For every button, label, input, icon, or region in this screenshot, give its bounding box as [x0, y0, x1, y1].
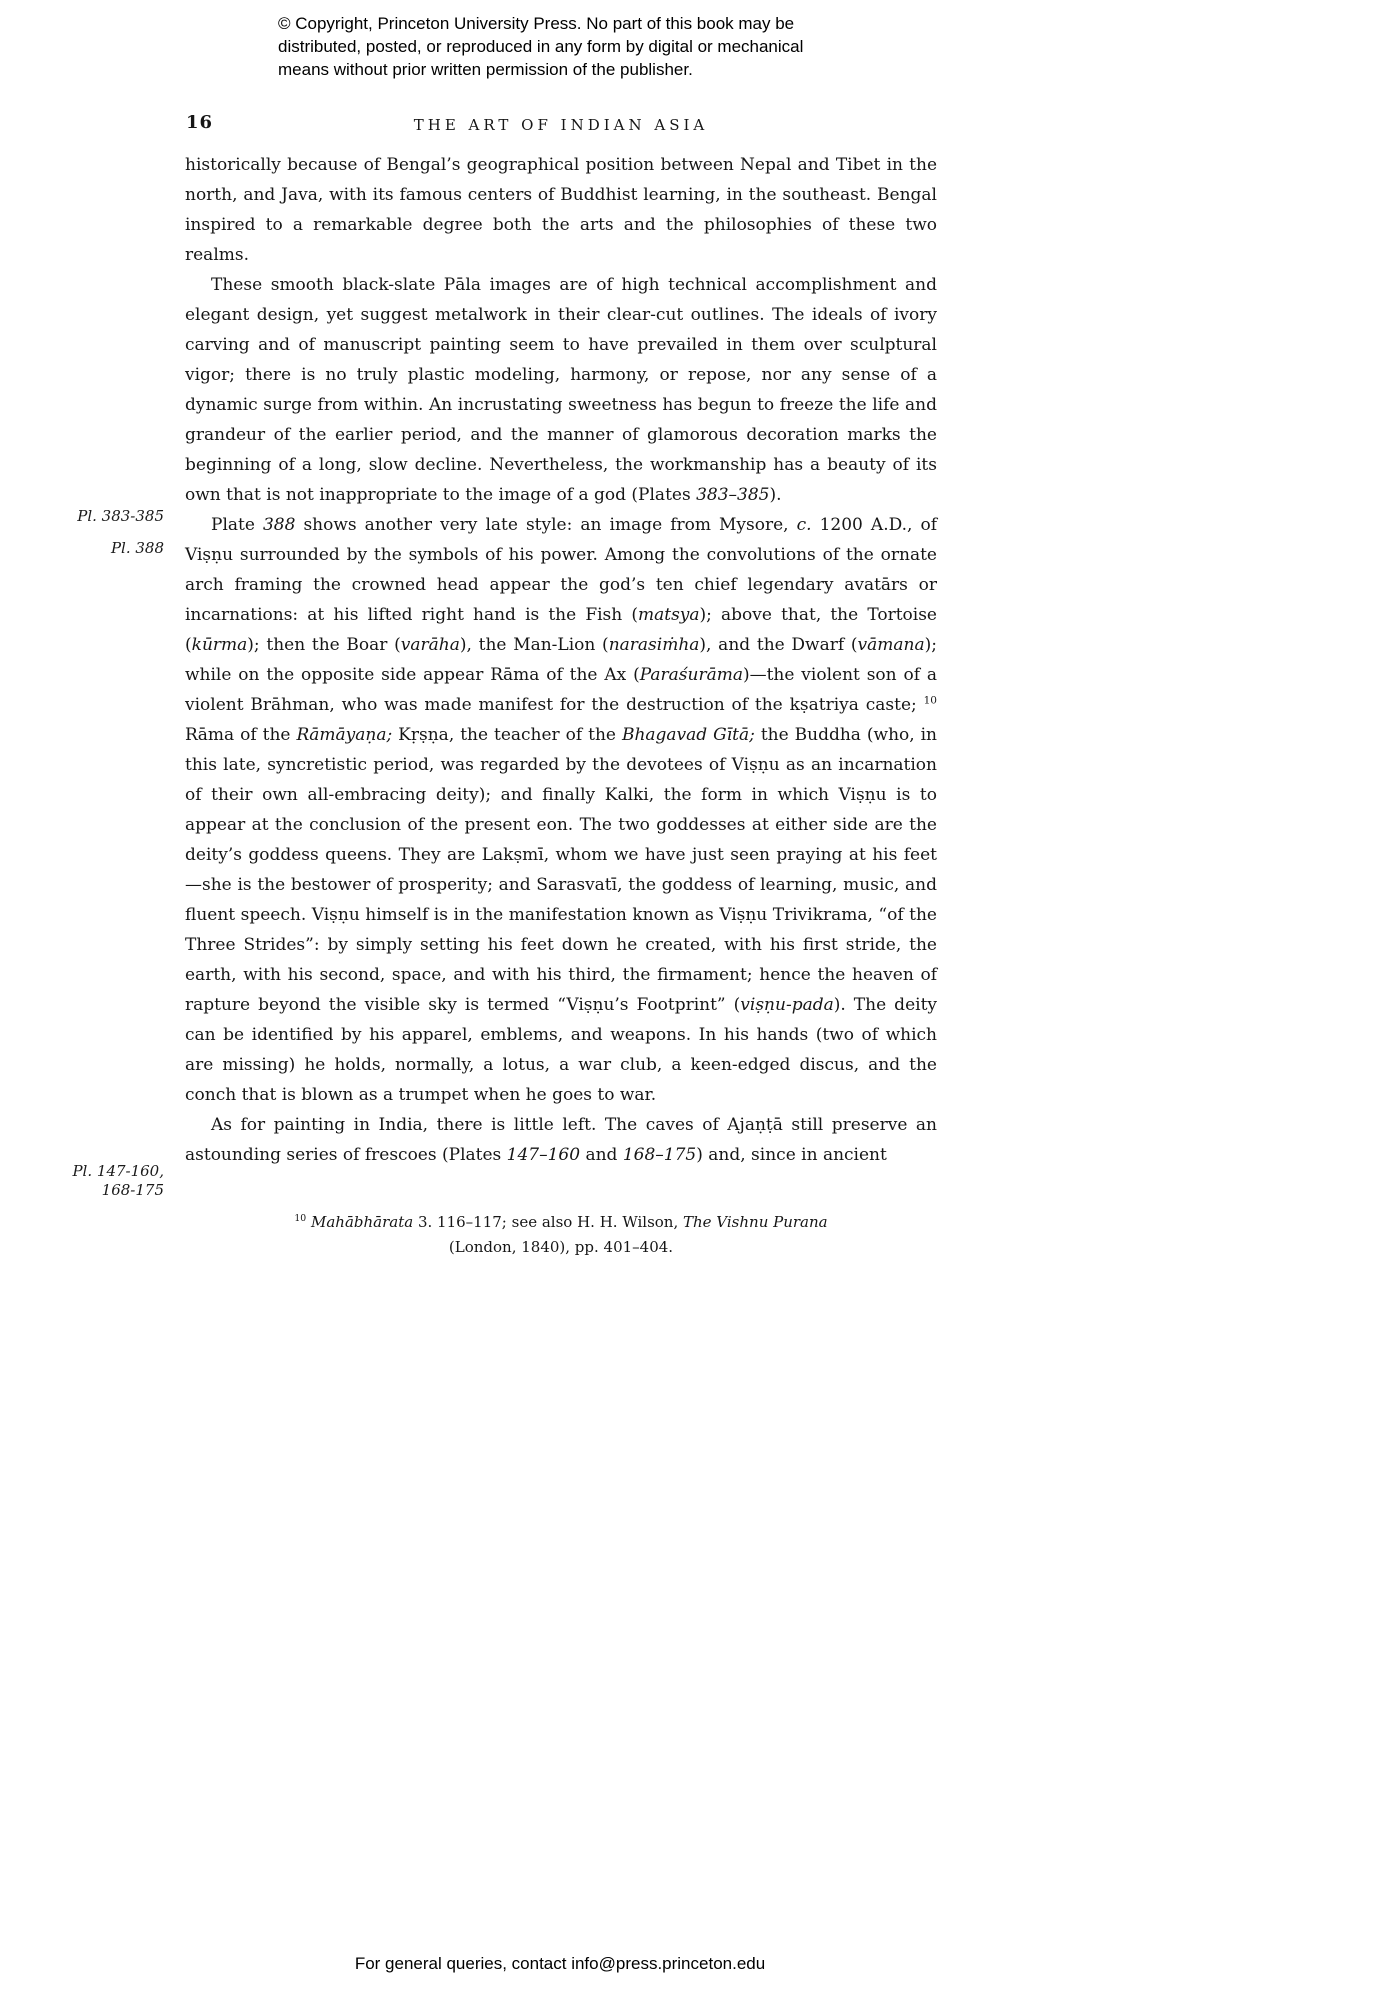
text-segment: Mahābhārata [311, 1213, 414, 1231]
paragraph [185, 150, 937, 270]
copyright-notice [278, 12, 858, 81]
footnote-marker: 10 [294, 1213, 307, 1224]
text-segment: As for painting in India, there is little left. The caves of Ajaṇṭā still preserve an astounding series of frescoes (Plates [185, 1115, 937, 1165]
text-segment: Rāmāyaṇa; [296, 725, 393, 745]
text-segment: Rāma of the [185, 725, 297, 745]
text-segment: ). [769, 485, 782, 505]
copyright-line: means without prior written permission of the publisher. [278, 60, 693, 79]
footer-contact: For general queries, contact info@press.princeton.edu [354, 1954, 766, 1973]
margin-note [52, 539, 164, 558]
margin-note [52, 507, 164, 526]
text-segment: The Vishnu Purana [683, 1213, 828, 1231]
page-number: 16 [186, 112, 214, 133]
text-segment: )—the violent son of a violent Brāhman, who was made manifest for the destruction of the kṣatriya caste; [185, 665, 937, 715]
footnote-line [185, 1235, 937, 1260]
text-segment: historically because of Bengal’s geographical position between Nepal and Tibet in the north, and Java, with its famous centers of Buddhist learning, in the southeast. Bengal inspired to a remarkable degree both the arts and the philosophies of these two realms. [185, 155, 937, 265]
text-segment: 383–385 [696, 485, 770, 505]
running-head: THE ART OF INDIAN ASIA [413, 116, 709, 134]
text-segment: 147–160 [506, 1145, 581, 1165]
margin-note-line: Pl. 383-385 [77, 507, 164, 525]
footnote-line [185, 1210, 937, 1235]
text-segment: ), the Man-Lion ( [459, 635, 609, 655]
text-segment: These smooth black-slate Pāla images are of high technical accomplishment and elegant design, yet suggest metalwork in their clear-cut outlines. The ideals of ivory carving and of manuscript painting seem to have prevailed in them over sculptural vigor; there is no truly plastic modeling, harmony, or repose, nor any sense of a dynamic surge from within. An incrustating sweetness has begun to freeze the life and grandeur of the earlier period, and the manner of glamorous decoration marks the beginning of a long, slow decline. Nevertheless, the workmanship has a beauty of its own that is not inappropriate to the image of a god (Plates [185, 275, 937, 505]
paragraph [185, 1110, 937, 1170]
text-segment: 1200 A.D., of Viṣṇu surrounded by the symbols of his power. Among the convolutions of the ornate arch framing the crowned head appear the god’s ten chief legendary avatārs or incarnations: at his lifted right hand is the Fish ( [185, 515, 937, 625]
text-segment: 168–175 [622, 1145, 697, 1165]
text-segment: narasiṁha [608, 635, 700, 655]
text-segment: ); above that, the Tortoise ( [185, 605, 937, 655]
text-segment: viṣṇu-pada [740, 995, 834, 1015]
text-segment: (London, 1840), pp. 401–404. [448, 1238, 674, 1256]
text-segment: ). The deity can be identified by his apparel, emblems, and weapons. In his hands (two of which are missing) he holds, normally, a lotus, a war club, a keen-edged discus, and the conch that is blown as a trumpet when he goes to war. [185, 995, 937, 1105]
paragraph [185, 510, 937, 1110]
text-segment: Bhagavad Gītā; [621, 725, 755, 745]
margin-note-line: Pl. 147-160, [72, 1162, 164, 1180]
text-segment: kūrma [191, 635, 248, 655]
paragraph [185, 270, 937, 510]
text-segment: ); while on the opposite side appear Rāma of the Ax ( [185, 635, 937, 685]
body-text [185, 150, 937, 1170]
text-segment: matsya [637, 605, 700, 625]
text-segment: vāmana [857, 635, 925, 655]
margin-note-line: Pl. 388 [110, 539, 164, 557]
text-segment: ); then the Boar ( [247, 635, 401, 655]
footnote [185, 1210, 937, 1260]
text-segment: Kṛṣṇa, the teacher of the [392, 725, 622, 745]
text-segment: and [580, 1145, 623, 1165]
copyright-line: © Copyright, Princeton University Press. No part of this book may be [278, 14, 795, 33]
text-segment: c. [796, 515, 812, 535]
text-segment: ) and, since in ancient [696, 1145, 887, 1165]
text-segment: ), and the Dwarf ( [699, 635, 858, 655]
text-segment: varāha [400, 635, 460, 655]
text-segment: Plate [211, 515, 263, 535]
text-segment: 3. 116–117; see also H. H. Wilson, [413, 1213, 683, 1231]
margin-note [52, 1162, 164, 1200]
margin-note-line: 168-175 [101, 1181, 164, 1199]
text-segment: Paraśurāma [639, 665, 743, 685]
footnote-marker: 10 [923, 694, 937, 707]
text-segment: 388 [262, 515, 296, 535]
text-segment: the Buddha (who, in this late, syncretistic period, was regarded by the devotees of Viṣṇu as an incarnation of their own all-embracing deity); and finally Kalki, the form in which Viṣṇu is to appear at the conclusion of the present eon. The two goddesses at either side are the deity’s goddess queens. They are Lakṣmī, whom we have just seen praying at his feet—she is the bestower of prosperity; and Sarasvatī, the goddess of learning, music, and fluent speech. Viṣṇu himself is in the manifestation known as Viṣṇu Trivikrama, “of the Three Strides”: by simply setting his feet down he created, with his first stride, the earth, with his second, space, and with his third, the firmament; hence the heaven of rapture beyond the visible sky is termed “Viṣṇu’s Footprint” ( [185, 725, 938, 1015]
copyright-line: distributed, posted, or reproduced in any form by digital or mechanical [278, 37, 804, 56]
text-segment: shows another very late style: an image from Mysore, [295, 515, 797, 535]
